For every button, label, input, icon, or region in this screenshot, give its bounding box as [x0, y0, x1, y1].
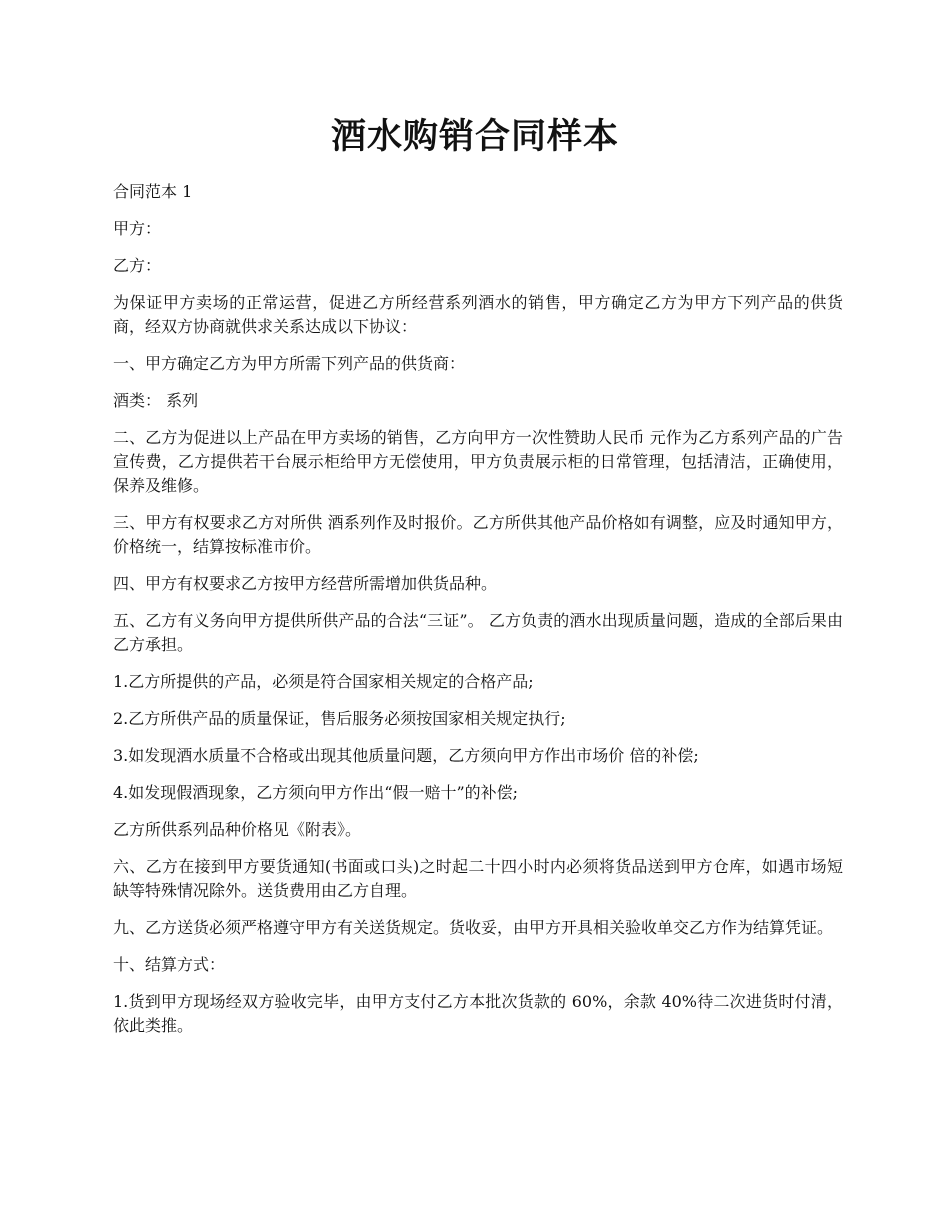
paragraph-clause-5: 五、乙方有义务向甲方提供所供产品的合法“三证”。 乙方负责的酒水出现质量问题，造成的全部后果由乙方承担。: [113, 611, 843, 654]
paragraph-clause-6: 六、乙方在接到甲方要货通知(书面或口头)之时起二十四小时内必须将货品送到甲方仓库，如遇市场短缺等特殊情况除外。送货费用由乙方自理。: [113, 857, 843, 900]
paragraph-clause-9: 九、乙方送货必须严格遵守甲方有关送货规定。货收妥，由甲方开具相关验收单交乙方作为结算凭证。: [113, 918, 834, 937]
paragraph-clause-10: 十、结算方式：: [113, 955, 226, 974]
paragraph-clause-4: 四、甲方有权要求乙方按甲方经营所需增加供货品种。: [113, 574, 498, 593]
paragraph-party-b: 乙方：: [113, 256, 162, 275]
paragraph-settlement-item-1: 1.货到甲方现场经双方验收完毕，由甲方支付乙方本批次货款的 60%，余款 40%待二次进货时付清，依此类推。: [113, 992, 843, 1035]
paragraph-item-3: 3.如发现酒水质量不合格或出现其他质量问题，乙方须向甲方作出市场价 倍的补偿;: [113, 746, 699, 765]
paragraph-item-4: 4.如发现假酒现象，乙方须向甲方作出“假一赔十”的补偿;: [113, 783, 519, 802]
paragraph-item-1: 1.乙方所提供的产品，必须是符合国家相关规定的合格产品;: [113, 672, 534, 691]
document-title: 酒水购销合同样本: [330, 116, 619, 157]
paragraph-clause-3: 三、甲方有权要求乙方对所供 酒系列作及时报价。乙方所供其他产品价格如有调整，应及时通知甲方，价格统一，结算按标准市价。: [113, 513, 843, 556]
paragraph-contract-sample-label: 合同范本 1: [113, 182, 193, 201]
paragraph-item-2: 2.乙方所供产品的质量保证，售后服务必须按国家相关规定执行;: [113, 709, 566, 728]
paragraph-clause-1: 一、甲方确定乙方为甲方所需下列产品的供货商：: [113, 354, 466, 373]
paragraph-party-a: 甲方：: [113, 219, 162, 238]
document-body: [113, 180, 843, 1051]
paragraph-preamble: 为保证甲方卖场的正常运营，促进乙方所经营系列酒水的销售，甲方确定乙方为甲方下列产品的供货商，经双方协商就供求关系达成以下协议：: [113, 293, 843, 336]
paragraph-clause-2: 二、乙方为促进以上产品在甲方卖场的销售，乙方向甲方一次性赞助人民币 元作为乙方系列产品的广告宣传费，乙方提供若干台展示柜给甲方无偿使用，甲方负责展示柜的日常管理，包括清洁，正确使用，保养及维修。: [113, 428, 843, 495]
paragraph-liquor-category: 酒类： 系列: [113, 391, 199, 410]
paragraph-price-list-note: 乙方所供系列品种价格见《附表》。: [113, 820, 362, 839]
